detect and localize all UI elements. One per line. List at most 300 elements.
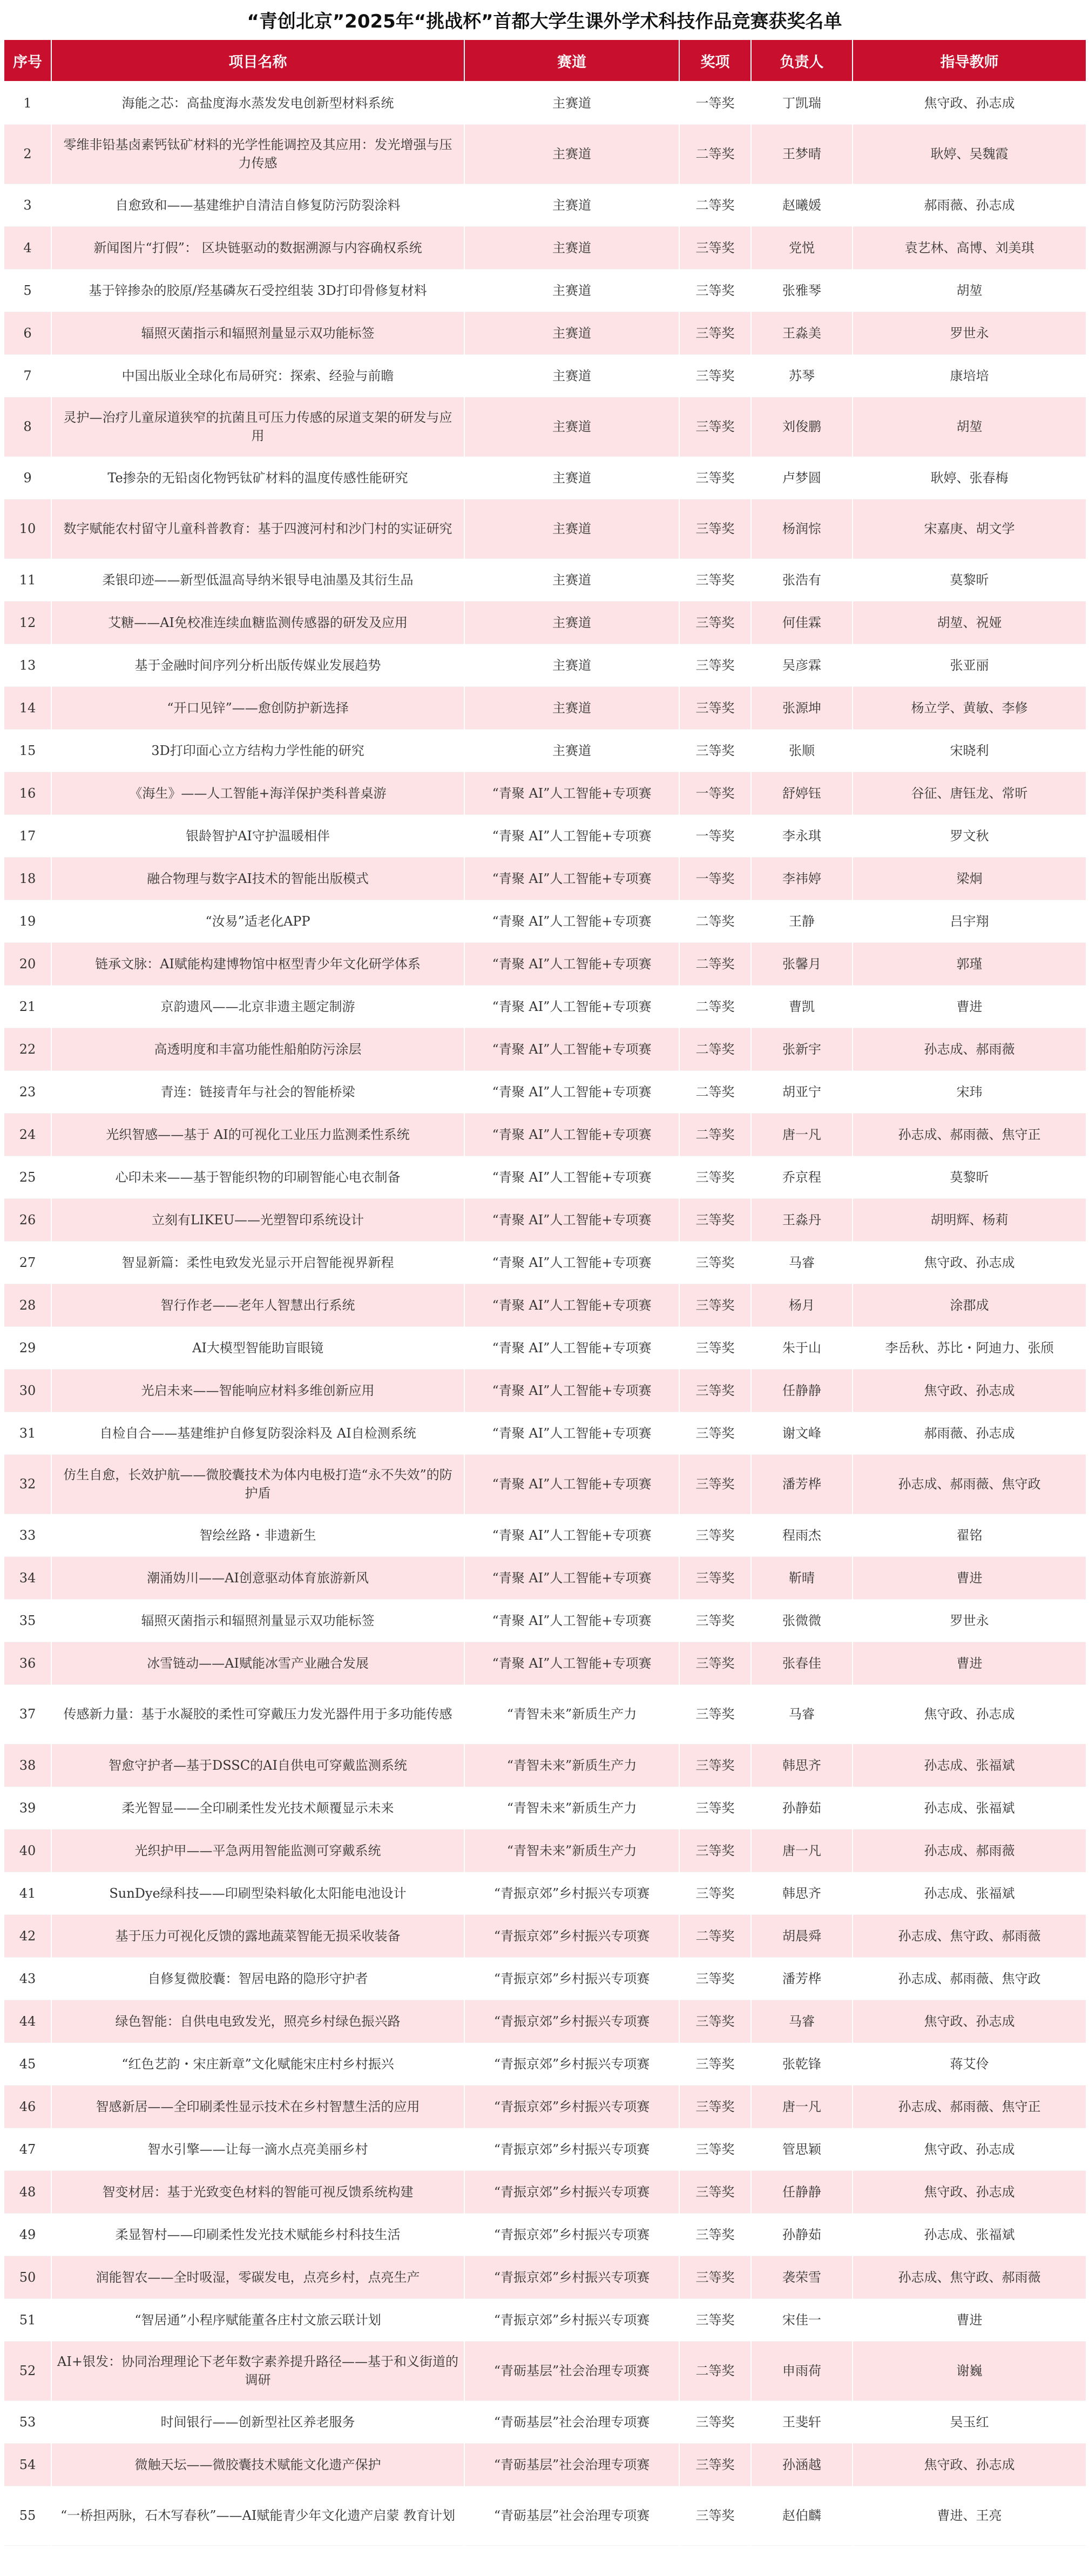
cell-project-name: 数字赋能农村留守儿童科普教育：基于四渡河村和沙门村的实证研究 [51, 499, 464, 558]
cell-project-name: 智显新篇：柔性电致发光显示开启智能视界新程 [51, 1241, 464, 1284]
cell-index: 1 [4, 82, 51, 124]
cell-advisor: 宋嘉庚、胡文学 [853, 499, 1086, 558]
cell-track: “青聚 AI”人工智能+专项赛 [464, 1241, 679, 1284]
cell-award: 三等奖 [679, 1454, 751, 1514]
cell-advisor: 罗文秋 [853, 814, 1086, 857]
cell-award: 三等奖 [679, 1556, 751, 1599]
table-row [4, 1284, 1086, 1326]
cell-index: 50 [4, 2256, 51, 2298]
cell-advisor: 焦守政、孙志成 [853, 1684, 1086, 1744]
cell-leader: 李祎婷 [751, 857, 853, 900]
cell-advisor: 胡堃 [853, 269, 1086, 312]
cell-award: 三等奖 [679, 1412, 751, 1454]
cell-award: 三等奖 [679, 1156, 751, 1198]
cell-project-name: 青连：链接青年与社会的智能桥梁 [51, 1070, 464, 1113]
cell-advisor: 蒋艾伶 [853, 2042, 1086, 2085]
cell-advisor: 郭瑾 [853, 942, 1086, 985]
column-header-award: 奖项 [679, 39, 751, 82]
cell-award: 三等奖 [679, 456, 751, 499]
cell-advisor: 胡堃、祝娅 [853, 601, 1086, 644]
cell-advisor: 吕宇翔 [853, 900, 1086, 942]
cell-project-name: 柔银印迹——新型低温高导纳米银导电油墨及其衍生品 [51, 558, 464, 601]
cell-leader: 王静 [751, 900, 853, 942]
cell-index: 43 [4, 1957, 51, 2000]
cell-index: 31 [4, 1412, 51, 1454]
table-row [4, 857, 1086, 900]
table-row [4, 2042, 1086, 2085]
cell-award: 三等奖 [679, 2128, 751, 2170]
cell-track: “青聚 AI”人工智能+专项赛 [464, 1284, 679, 1326]
table-row [4, 900, 1086, 942]
cell-track: “青聚 AI”人工智能+专项赛 [464, 1198, 679, 1241]
table-row [4, 184, 1086, 226]
cell-leader: 苏琴 [751, 354, 853, 397]
cell-track: “青砺基层”社会治理专项赛 [464, 2443, 679, 2486]
cell-index: 28 [4, 1284, 51, 1326]
cell-index: 25 [4, 1156, 51, 1198]
cell-leader: 刘俊鹏 [751, 397, 853, 456]
cell-index: 40 [4, 1829, 51, 1872]
cell-project-name: 微触天坛——微胶囊技术赋能文化遗产保护 [51, 2443, 464, 2486]
cell-index: 20 [4, 942, 51, 985]
cell-advisor: 曹进 [853, 2298, 1086, 2341]
cell-advisor: 焦守政、孙志成 [853, 2443, 1086, 2486]
cell-track: 主赛道 [464, 686, 679, 729]
cell-award: 三等奖 [679, 1642, 751, 1684]
table-row [4, 2443, 1086, 2486]
cell-index: 27 [4, 1241, 51, 1284]
cell-award: 三等奖 [679, 2085, 751, 2128]
cell-award: 二等奖 [679, 900, 751, 942]
cell-track: “青聚 AI”人工智能+专项赛 [464, 1369, 679, 1412]
cell-track: 主赛道 [464, 456, 679, 499]
table-row [4, 2000, 1086, 2042]
cell-track: “青聚 AI”人工智能+专项赛 [464, 1412, 679, 1454]
cell-leader: 王斐轩 [751, 2400, 853, 2443]
table-row [4, 1412, 1086, 1454]
cell-track: “青聚 AI”人工智能+专项赛 [464, 1642, 679, 1684]
cell-advisor: 曹进 [853, 1642, 1086, 1684]
cell-leader: 马睿 [751, 1684, 853, 1744]
column-header-track: 赛道 [464, 39, 679, 82]
table-row [4, 1070, 1086, 1113]
cell-index: 24 [4, 1113, 51, 1156]
cell-index: 44 [4, 2000, 51, 2042]
cell-project-name: 辐照灭菌指示和辐照剂量显示双功能标签 [51, 1599, 464, 1642]
cell-project-name: “红色艺韵・宋庄新章”文化赋能宋庄村乡村振兴 [51, 2042, 464, 2085]
cell-award: 三等奖 [679, 312, 751, 354]
cell-leader: 王淼美 [751, 312, 853, 354]
table-row [4, 1829, 1086, 1872]
cell-advisor: 耿婷、吴魏霞 [853, 124, 1086, 184]
cell-award: 一等奖 [679, 82, 751, 124]
cell-project-name: “一桥担两脉，石木写春秋”——AI赋能青少年文化遗产启蒙 教育计划 [51, 2486, 464, 2545]
cell-leader: 张春佳 [751, 1642, 853, 1684]
cell-index: 6 [4, 312, 51, 354]
cell-index: 36 [4, 1642, 51, 1684]
cell-index: 2 [4, 124, 51, 184]
table-row [4, 1241, 1086, 1284]
table-row [4, 1198, 1086, 1241]
cell-project-name: 潮涌妫川——AI创意驱动体育旅游新风 [51, 1556, 464, 1599]
cell-leader: 张源坤 [751, 686, 853, 729]
cell-track: “青聚 AI”人工智能+专项赛 [464, 1454, 679, 1514]
cell-advisor: 孙志成、郝雨薇 [853, 1829, 1086, 1872]
cell-project-name: 光织智感——基于 AI的可视化工业压力监测柔性系统 [51, 1113, 464, 1156]
cell-award: 三等奖 [679, 1369, 751, 1412]
cell-project-name: 京韵遗风——北京非遗主题定制游 [51, 985, 464, 1028]
cell-track: 主赛道 [464, 82, 679, 124]
cell-advisor: 翟铭 [853, 1514, 1086, 1556]
cell-award: 二等奖 [679, 124, 751, 184]
table-row [4, 686, 1086, 729]
cell-index: 18 [4, 857, 51, 900]
cell-index: 34 [4, 1556, 51, 1599]
cell-track: “青振京郊”乡村振兴专项赛 [464, 2170, 679, 2213]
cell-track: “青聚 AI”人工智能+专项赛 [464, 1326, 679, 1369]
cell-project-name: 仿生自愈，长效护航——微胶囊技术为体内电极打造“永不失效”的防护盾 [51, 1454, 464, 1514]
table-row [4, 2256, 1086, 2298]
cell-advisor: 莫黎昕 [853, 1156, 1086, 1198]
cell-project-name: 高透明度和丰富功能性船舶防污涂层 [51, 1028, 464, 1070]
cell-award: 三等奖 [679, 2000, 751, 2042]
cell-index: 53 [4, 2400, 51, 2443]
cell-project-name: 智感新居——全印刷柔性显示技术在乡村智慧生活的应用 [51, 2085, 464, 2128]
cell-track: 主赛道 [464, 644, 679, 686]
cell-advisor: 谷征、唐钰龙、常昕 [853, 772, 1086, 814]
cell-advisor: 焦守政、孙志成 [853, 2128, 1086, 2170]
cell-award: 三等奖 [679, 2213, 751, 2256]
cell-project-name: 银龄智护AI守护温暖相伴 [51, 814, 464, 857]
cell-award: 三等奖 [679, 1872, 751, 1914]
cell-award: 二等奖 [679, 2341, 751, 2400]
cell-track: 主赛道 [464, 124, 679, 184]
cell-leader: 孙静茹 [751, 1786, 853, 1829]
cell-award: 三等奖 [679, 1326, 751, 1369]
cell-track: 主赛道 [464, 601, 679, 644]
cell-award: 三等奖 [679, 558, 751, 601]
cell-leader: 何佳霖 [751, 601, 853, 644]
cell-track: “青聚 AI”人工智能+专项赛 [464, 1113, 679, 1156]
cell-index: 42 [4, 1914, 51, 1957]
cell-leader: 张顺 [751, 729, 853, 772]
cell-track: “青振京郊”乡村振兴专项赛 [464, 2213, 679, 2256]
cell-leader: 孙涵越 [751, 2443, 853, 2486]
cell-leader: 张新宇 [751, 1028, 853, 1070]
cell-leader: 宋佳一 [751, 2298, 853, 2341]
cell-advisor: 孙志成、张福斌 [853, 1872, 1086, 1914]
cell-track: “青振京郊”乡村振兴专项赛 [464, 2042, 679, 2085]
cell-award: 一等奖 [679, 857, 751, 900]
cell-index: 21 [4, 985, 51, 1028]
cell-advisor: 孙志成、郝雨薇、焦守政 [853, 1454, 1086, 1514]
cell-advisor: 康培培 [853, 354, 1086, 397]
cell-advisor: 曹进 [853, 985, 1086, 1028]
cell-leader: 唐一凡 [751, 1829, 853, 1872]
cell-project-name: 智愈守护者—基于DSSC的AI自供电可穿戴监测系统 [51, 1744, 464, 1786]
table-row [4, 1113, 1086, 1156]
table-row [4, 2085, 1086, 2128]
cell-leader: 韩思齐 [751, 1872, 853, 1914]
cell-award: 三等奖 [679, 226, 751, 269]
cell-advisor: 郝雨薇、孙志成 [853, 184, 1086, 226]
cell-leader: 赵曦媛 [751, 184, 853, 226]
awards-table [3, 39, 1087, 2546]
cell-leader: 卢梦圆 [751, 456, 853, 499]
cell-track: “青聚 AI”人工智能+专项赛 [464, 1556, 679, 1599]
cell-project-name: 智行作老——老年人智慧出行系统 [51, 1284, 464, 1326]
cell-leader: 杨润悰 [751, 499, 853, 558]
cell-index: 3 [4, 184, 51, 226]
cell-award: 三等奖 [679, 1198, 751, 1241]
cell-project-name: “汝易”适老化APP [51, 900, 464, 942]
table-row [4, 985, 1086, 1028]
cell-leader: 潘芳桦 [751, 1957, 853, 2000]
cell-project-name: 艾糖——AI免校准连续血糖监测传感器的研发及应用 [51, 601, 464, 644]
cell-advisor: 梁炯 [853, 857, 1086, 900]
table-row [4, 1872, 1086, 1914]
cell-index: 30 [4, 1369, 51, 1412]
cell-track: “青聚 AI”人工智能+专项赛 [464, 1514, 679, 1556]
cell-award: 三等奖 [679, 1744, 751, 1786]
cell-track: “青聚 AI”人工智能+专项赛 [464, 942, 679, 985]
table-row [4, 124, 1086, 184]
cell-track: “青振京郊”乡村振兴专项赛 [464, 2128, 679, 2170]
cell-track: “青聚 AI”人工智能+专项赛 [464, 857, 679, 900]
cell-index: 33 [4, 1514, 51, 1556]
cell-index: 26 [4, 1198, 51, 1241]
column-header-leader: 负责人 [751, 39, 853, 82]
cell-track: 主赛道 [464, 499, 679, 558]
cell-index: 51 [4, 2298, 51, 2341]
table-row [4, 1028, 1086, 1070]
table-header [4, 39, 1086, 82]
cell-leader: 张微微 [751, 1599, 853, 1642]
table-row [4, 1454, 1086, 1514]
cell-track: “青智未来”新质生产力 [464, 1684, 679, 1744]
cell-index: 35 [4, 1599, 51, 1642]
cell-award: 三等奖 [679, 1786, 751, 1829]
cell-index: 16 [4, 772, 51, 814]
cell-track: 主赛道 [464, 354, 679, 397]
cell-leader: 曹凯 [751, 985, 853, 1028]
cell-leader: 丁凯瑞 [751, 82, 853, 124]
cell-project-name: AI大模型智能助盲眼镜 [51, 1326, 464, 1369]
cell-track: “青振京郊”乡村振兴专项赛 [464, 1872, 679, 1914]
table-row [4, 729, 1086, 772]
table-row [4, 942, 1086, 985]
cell-project-name: 灵护—治疗儿童尿道狭窄的抗菌且可压力传感的尿道支架的研发与应用 [51, 397, 464, 456]
table-row [4, 1957, 1086, 2000]
cell-project-name: AI+银发：协同治理理论下老年数字素养提升路径——基于和义街道的调研 [51, 2341, 464, 2400]
cell-award: 三等奖 [679, 2298, 751, 2341]
cell-award: 三等奖 [679, 1829, 751, 1872]
cell-advisor: 孙志成、郝雨薇、焦守政 [853, 1957, 1086, 2000]
table-row [4, 1786, 1086, 1829]
cell-project-name: 中国出版业全球化布局研究：探索、经验与前瞻 [51, 354, 464, 397]
table-row [4, 2486, 1086, 2545]
cell-advisor: 张亚丽 [853, 644, 1086, 686]
cell-advisor: 胡明辉、杨莉 [853, 1198, 1086, 1241]
cell-index: 5 [4, 269, 51, 312]
cell-leader: 王淼丹 [751, 1198, 853, 1241]
table-row [4, 558, 1086, 601]
cell-track: “青振京郊”乡村振兴专项赛 [464, 1914, 679, 1957]
table-row [4, 2341, 1086, 2400]
cell-award: 三等奖 [679, 2443, 751, 2486]
cell-track: 主赛道 [464, 312, 679, 354]
cell-track: “青聚 AI”人工智能+专项赛 [464, 985, 679, 1028]
cell-advisor: 焦守政、孙志成 [853, 1241, 1086, 1284]
cell-advisor: 孙志成、张福斌 [853, 1786, 1086, 1829]
table-row [4, 2128, 1086, 2170]
cell-leader: 胡晨舜 [751, 1914, 853, 1957]
cell-award: 三等奖 [679, 397, 751, 456]
cell-project-name: 3D打印面心立方结构力学性能的研究 [51, 729, 464, 772]
cell-project-name: 零维非铅基卤素钙钛矿材料的光学性能调控及其应用：发光增强与压力传感 [51, 124, 464, 184]
cell-index: 37 [4, 1684, 51, 1744]
cell-award: 一等奖 [679, 772, 751, 814]
cell-index: 17 [4, 814, 51, 857]
table-row [4, 82, 1086, 124]
cell-index: 47 [4, 2128, 51, 2170]
cell-leader: 吴彦霖 [751, 644, 853, 686]
cell-project-name: 链承文脉：AI赋能构建博物馆中枢型青少年文化研学体系 [51, 942, 464, 985]
cell-leader: 程雨杰 [751, 1514, 853, 1556]
table-row [4, 226, 1086, 269]
cell-advisor: 谢巍 [853, 2341, 1086, 2400]
column-header-index: 序号 [4, 39, 51, 82]
cell-award: 三等奖 [679, 729, 751, 772]
cell-advisor: 孙志成、张福斌 [853, 2213, 1086, 2256]
page-title: “青创北京”2025年“挑战杯”首都大学生课外学术科技作品竞赛获奖名单 [247, 10, 842, 32]
cell-index: 39 [4, 1786, 51, 1829]
cell-award: 二等奖 [679, 184, 751, 226]
cell-track: “青砺基层”社会治理专项赛 [464, 2486, 679, 2545]
cell-project-name: 立刻有LIKEU——光塑智印系统设计 [51, 1198, 464, 1241]
cell-leader: 党悦 [751, 226, 853, 269]
cell-project-name: 智变材居：基于光致变色材料的智能可视反馈系统构建 [51, 2170, 464, 2213]
cell-track: “青聚 AI”人工智能+专项赛 [464, 1070, 679, 1113]
cell-track: 主赛道 [464, 184, 679, 226]
cell-award: 二等奖 [679, 942, 751, 985]
cell-award: 三等奖 [679, 499, 751, 558]
cell-advisor: 李岳秋、苏比・阿迪力、张颀 [853, 1326, 1086, 1369]
cell-advisor: 孙志成、郝雨薇、焦守正 [853, 2085, 1086, 2128]
cell-project-name: 柔显智村——印刷柔性发光技术赋能乡村科技生活 [51, 2213, 464, 2256]
cell-project-name: “智居通”小程序赋能董各庄村文旅云联计划 [51, 2298, 464, 2341]
column-header-advisor: 指导教师 [853, 39, 1086, 82]
cell-project-name: 光启未来——智能响应材料多维创新应用 [51, 1369, 464, 1412]
cell-track: 主赛道 [464, 269, 679, 312]
cell-project-name: 融合物理与数字AI技术的智能出版模式 [51, 857, 464, 900]
cell-index: 52 [4, 2341, 51, 2400]
cell-advisor: 孙志成、焦守政、郝雨薇 [853, 2256, 1086, 2298]
cell-track: “青聚 AI”人工智能+专项赛 [464, 814, 679, 857]
cell-index: 29 [4, 1326, 51, 1369]
table-row [4, 1556, 1086, 1599]
cell-leader: 朱于山 [751, 1326, 853, 1369]
cell-track: “青振京郊”乡村振兴专项赛 [464, 1957, 679, 2000]
cell-leader: 杨月 [751, 1284, 853, 1326]
cell-index: 49 [4, 2213, 51, 2256]
cell-track: “青智未来”新质生产力 [464, 1744, 679, 1786]
table-row [4, 814, 1086, 857]
cell-award: 三等奖 [679, 2042, 751, 2085]
cell-project-name: SunDye绿科技——印刷型染料敏化太阳能电池设计 [51, 1872, 464, 1914]
cell-advisor: 杨立学、黄敏、李修 [853, 686, 1086, 729]
cell-advisor: 罗世永 [853, 1599, 1086, 1642]
cell-award: 三等奖 [679, 686, 751, 729]
cell-index: 4 [4, 226, 51, 269]
cell-project-name: 智水引擎——让每一滴水点亮美丽乡村 [51, 2128, 464, 2170]
table-body [4, 82, 1086, 2545]
cell-leader: 马睿 [751, 1241, 853, 1284]
cell-leader: 唐一凡 [751, 1113, 853, 1156]
cell-advisor: 焦守政、孙志成 [853, 1369, 1086, 1412]
cell-track: 主赛道 [464, 729, 679, 772]
cell-leader: 谢文峰 [751, 1412, 853, 1454]
cell-track: “青振京郊”乡村振兴专项赛 [464, 2298, 679, 2341]
cell-index: 22 [4, 1028, 51, 1070]
cell-leader: 李永琪 [751, 814, 853, 857]
cell-advisor: 孙志成、郝雨薇、焦守正 [853, 1113, 1086, 1156]
cell-advisor: 吴玉红 [853, 2400, 1086, 2443]
cell-index: 14 [4, 686, 51, 729]
table-row [4, 1514, 1086, 1556]
cell-leader: 张浩有 [751, 558, 853, 601]
table-row [4, 499, 1086, 558]
table-row [4, 269, 1086, 312]
cell-advisor: 焦守政、孙志成 [853, 2000, 1086, 2042]
cell-leader: 靳晴 [751, 1556, 853, 1599]
cell-advisor: 袁艺林、高博、刘美琪 [853, 226, 1086, 269]
cell-award: 三等奖 [679, 1514, 751, 1556]
cell-track: “青智未来”新质生产力 [464, 1786, 679, 1829]
cell-leader: 申雨荷 [751, 2341, 853, 2400]
cell-advisor: 焦守政、孙志成 [853, 2170, 1086, 2213]
cell-award: 三等奖 [679, 2400, 751, 2443]
cell-leader: 孙静茹 [751, 2213, 853, 2256]
cell-advisor: 曹进、王亮 [853, 2486, 1086, 2545]
cell-project-name: 自愈致和——基建维护自清洁自修复防污防裂涂料 [51, 184, 464, 226]
cell-award: 二等奖 [679, 985, 751, 1028]
cell-leader: 袭荣雪 [751, 2256, 853, 2298]
cell-leader: 赵伯麟 [751, 2486, 853, 2545]
cell-award: 三等奖 [679, 2486, 751, 2545]
cell-index: 9 [4, 456, 51, 499]
cell-award: 二等奖 [679, 1914, 751, 1957]
cell-project-name: 基于锌掺杂的胶原/羟基磷灰石受控组装 3D打印骨修复材料 [51, 269, 464, 312]
table-row [4, 456, 1086, 499]
table-row [4, 1599, 1086, 1642]
cell-project-name: 冰雪链动——AI赋能冰雪产业融合发展 [51, 1642, 464, 1684]
cell-index: 8 [4, 397, 51, 456]
cell-award: 三等奖 [679, 354, 751, 397]
cell-index: 12 [4, 601, 51, 644]
cell-award: 三等奖 [679, 1957, 751, 2000]
cell-advisor: 莫黎昕 [853, 558, 1086, 601]
header-row [4, 39, 1086, 82]
cell-project-name: 《海生》——人工智能+海洋保护类科普桌游 [51, 772, 464, 814]
cell-index: 10 [4, 499, 51, 558]
cell-index: 15 [4, 729, 51, 772]
cell-index: 45 [4, 2042, 51, 2085]
table-row [4, 2213, 1086, 2256]
cell-award: 二等奖 [679, 1113, 751, 1156]
cell-leader: 唐一凡 [751, 2085, 853, 2128]
cell-leader: 管思颖 [751, 2128, 853, 2170]
